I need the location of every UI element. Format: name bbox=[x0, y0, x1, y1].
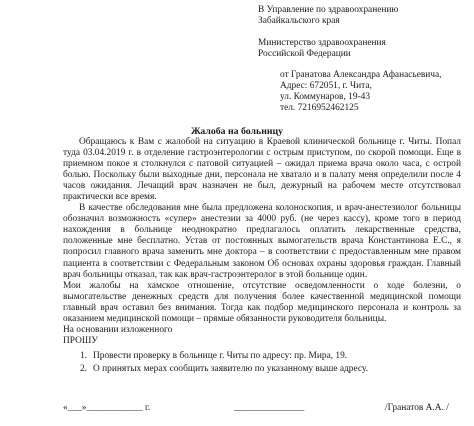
paragraph-basis: На основании изложенного bbox=[63, 324, 173, 335]
sender-phone: тел. 7216952462125 bbox=[280, 103, 359, 113]
signature-name: /Гранатов А.А. / bbox=[385, 403, 449, 413]
recipient-line: Российской Федерации bbox=[258, 49, 351, 59]
list-item-number: 2. bbox=[79, 364, 87, 374]
paragraph-extortion: В качестве обследования мне была предложена колоноскопия, и врач-анестезиолог больницы обозначил возможность «супер» анестезии за 4000 руб. (не через кассу), кроме того в период нахождения в больнице неоднократно предлагалось оплатить лекарственные средства, положенные мне бесплатно. Устав от постоянных вымогательств врача Константинова Е.С., я попросил главного врача заменить мне доктора – в соответствии с предоставленным мне правом пациента в соответствии с Федеральным законом Об основах охраны здоровья граждан. Главный врач больницы отказал, так как врач-гастроэнтеролог в этой больнице один. bbox=[63, 203, 461, 280]
signature-blank: _______________ bbox=[234, 403, 305, 413]
list-item-text: О принятых мерах сообщить заявителю по указанному выше адресу. bbox=[93, 364, 368, 374]
paragraph-grievance: Мои жалобы на хамское отношение, отсутствие осведомленности о ходе болезни, о вымогательстве денежных средств для получения более качественной медицинской помощи главный врач оставил без внимания. Тогда как подбор медицинского персонала и контроль за оказанием медицинской помощи – прямые обязанности руководителя больницы. bbox=[63, 280, 461, 324]
document-title: Жалоба на больницу bbox=[190, 126, 284, 137]
recipient-spacer bbox=[258, 27, 398, 38]
list-item bbox=[63, 350, 461, 363]
recipient-line: Министерство здравоохранения bbox=[258, 38, 386, 48]
request-heading: ПРОШУ bbox=[63, 335, 98, 346]
recipient-block bbox=[258, 5, 398, 60]
list-item-text: Провести проверку в больнице г. Читы по адресу: пр. Мира, 19. bbox=[93, 351, 348, 361]
list-item-number: 1. bbox=[79, 351, 87, 361]
signature-date: «___»____________ г. bbox=[63, 403, 151, 413]
sender-block bbox=[280, 70, 442, 114]
recipient-line: Забайкальского края bbox=[258, 16, 340, 26]
sender-street: ул. Коммунаров, 19-43 bbox=[280, 92, 371, 102]
recipient-line: В Управление по здравоохранению bbox=[258, 5, 399, 15]
request-list bbox=[63, 350, 461, 376]
sender-name: от Гранатова Александра Афанасьевича, bbox=[280, 70, 442, 80]
list-item bbox=[63, 363, 461, 376]
complaint-body bbox=[63, 137, 461, 347]
sender-address: Адрес: 672051, г. Чита, bbox=[280, 81, 372, 91]
paragraph-situation: Обращаюсь к Вам с жалобой на ситуацию в Краевой клинической больнице г. Читы. Попал туда 03.04.2019 г. в отделение гастроэнтерологии с острым приступом, по скорой помощи. Еще в приемном покое я столкнулся с патовой ситуацией – ожидал приема врача около часа, с острой болью. Поскольку были выходные дни, персонала не хватало и в палату меня определили после 4 часов ожидания. Лечащий врач назначен не был, дежурный на рабочем месте отсутствовал практически все время. bbox=[63, 137, 461, 203]
